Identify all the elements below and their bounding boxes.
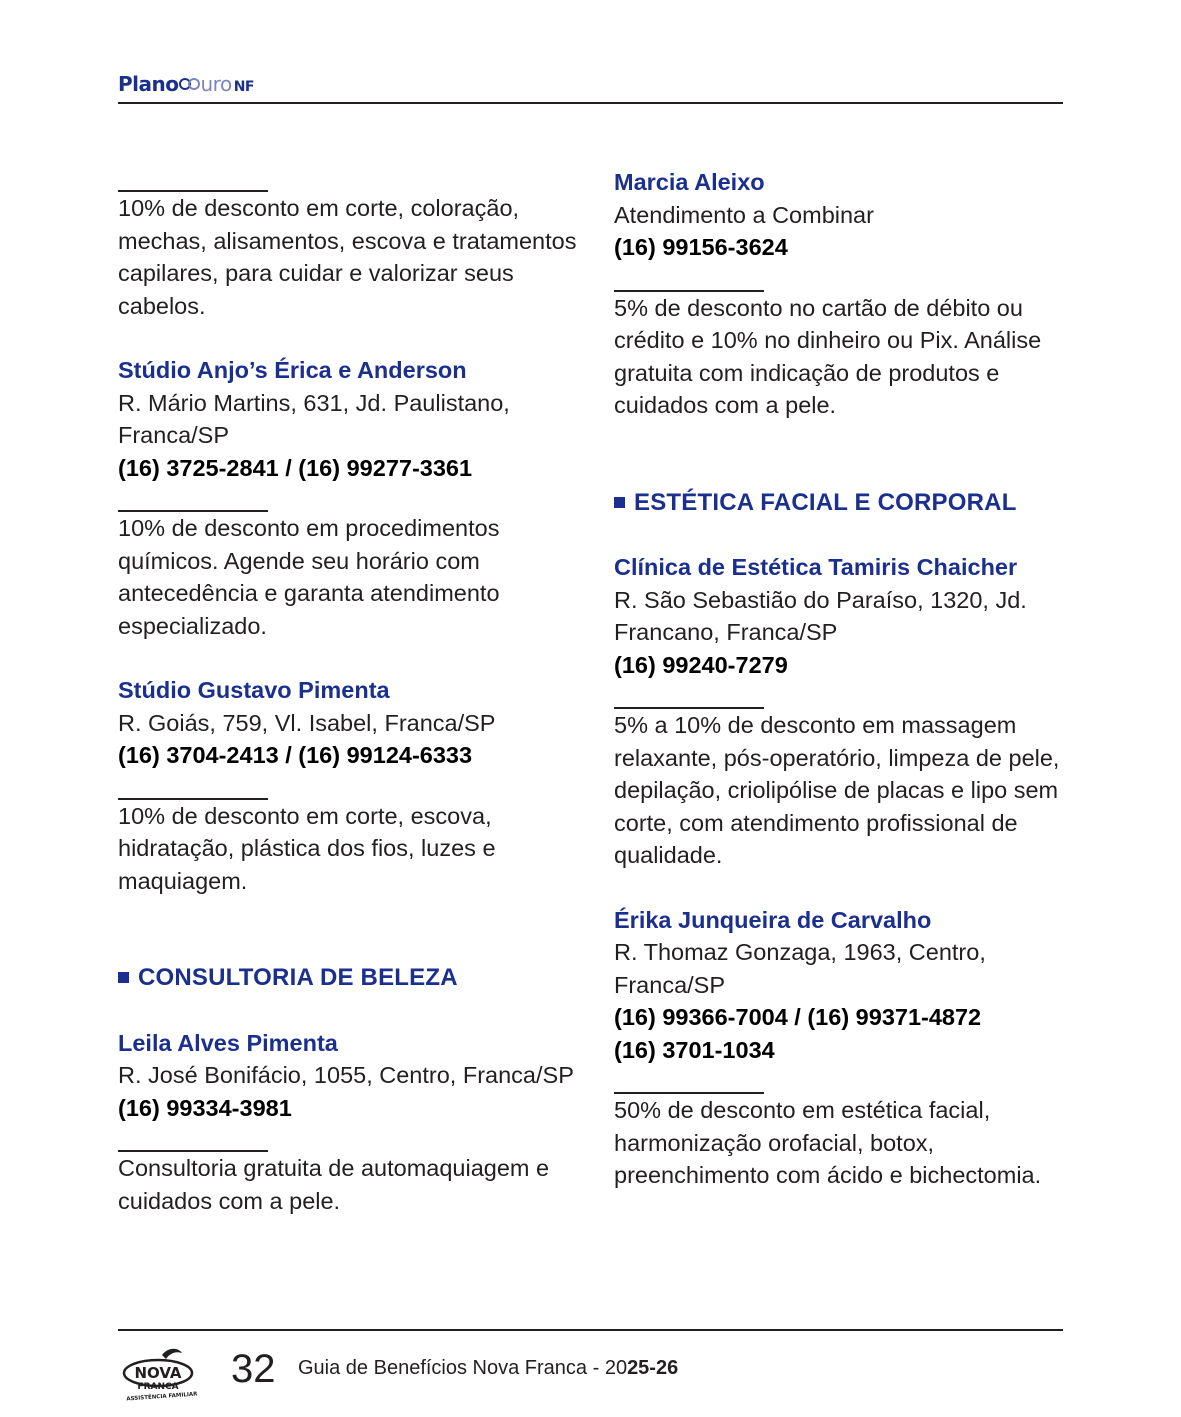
- square-bullet-icon: [118, 972, 129, 983]
- listing-entry: [614, 904, 1074, 1192]
- business-phone-secondary: (16) 3701-1034: [614, 1036, 775, 1063]
- business-address: R. Mário Martins, 631, Jd. Paulistano, Franca/SP: [118, 389, 510, 448]
- section-heading-consultoria: CONSULTORIA DE BELEZA: [118, 962, 578, 995]
- listing-entry: [118, 354, 578, 642]
- business-phone: (16) 3704-2413 / (16) 99124-6333: [118, 742, 473, 768]
- nova-franca-logo: [118, 1343, 208, 1403]
- plano-ouro-nf-logo: [118, 72, 254, 96]
- guide-title: Guia de Benefícios Nova Franca - 2025-26: [298, 1357, 679, 1379]
- logo-ouro-text: uro: [200, 72, 232, 96]
- business-name: Clínica de Estética Tamiris Chaicher: [614, 554, 1018, 580]
- listing-entry: [614, 551, 1074, 872]
- header-divider: [118, 102, 1063, 104]
- business-address: R. José Bonifácio, 1055, Centro, Franca/SP: [118, 1062, 574, 1088]
- entry-description: 10% de desconto em corte, coloração, mechas, alisamentos, escova e tratamentos capilares, para cuidar e valorizar seus cabelos.: [118, 195, 577, 319]
- page-header: [118, 70, 1063, 104]
- business-name: Stúdio Gustavo Pimenta: [118, 677, 390, 703]
- logo-rings-icon: [179, 78, 201, 92]
- page-number: 32: [231, 1347, 276, 1391]
- entry-description: Consultoria gratuita de automaquiagem e cuidados com a pele.: [118, 1155, 550, 1214]
- entry-description: 10% de desconto em procedimentos químicos. Agende seu horário com antecedência e garanta atendimento especializado.: [118, 515, 500, 639]
- entry-description: 50% de desconto em estética facial, harmonização orofacial, botox, preenchimento com ácido e bichectomia.: [614, 1097, 1042, 1188]
- logo-plano-text: Plano: [118, 72, 179, 96]
- business-name: Marcia Aleixo: [614, 169, 765, 195]
- business-address: Atendimento a Combinar: [614, 201, 874, 228]
- business-address: R. São Sebastião do Paraíso, 1320, Jd. Francano, Franca/SP: [614, 586, 1027, 645]
- business-phone: (16) 3725-2841 / (16) 99277-3361: [118, 454, 473, 481]
- svg-text:NOVA: NOVA: [134, 1364, 182, 1382]
- business-phone: (16) 99366-7004 / (16) 99371-4872: [614, 1004, 982, 1030]
- page-footer: [118, 1329, 1063, 1403]
- square-bullet-icon: [614, 497, 625, 508]
- entry-description: 5% de desconto no cartão de débito ou crédito e 10% no dinheiro ou Pix. Análise gratuita com indicação de produtos e cuidados com a pele.: [614, 294, 1042, 418]
- right-column: [614, 166, 1074, 1192]
- business-name: Stúdio Anjo’s Érica e Anderson: [118, 357, 467, 383]
- entry-description: 10% de desconto em corte, escova, hidratação, plástica dos fios, luzes e maquiagem.: [118, 802, 496, 894]
- business-address: R. Goiás, 759, Vl. Isabel, Franca/SP: [118, 709, 496, 736]
- business-phone: (16) 99334-3981: [118, 1094, 292, 1121]
- listing-entry: [118, 1027, 578, 1218]
- left-column: [118, 166, 578, 1217]
- svg-text:ASSISTÊNCIA FAMILIAR: ASSISTÊNCIA FAMILIAR: [126, 1391, 198, 1403]
- business-name: Érika Junqueira de Carvalho: [614, 906, 932, 933]
- footer-divider: [118, 1329, 1063, 1331]
- svg-text:FRANCA: FRANCA: [137, 1382, 179, 1392]
- listing-entry: [614, 166, 1074, 422]
- logo-nf-text: NF: [233, 79, 254, 95]
- business-name: Leila Alves Pimenta: [118, 1029, 338, 1056]
- entry-description: 5% a 10% de desconto em massagem relaxante, pós-operatório, limpeza de pele, depilação, criolipólise de placas e lipo sem corte, com atendimento profissional de qualidade.: [614, 712, 1060, 868]
- listing-entry: [118, 674, 578, 897]
- business-phone: (16) 99156-3624: [614, 234, 788, 260]
- business-phone: (16) 99240-7279: [614, 651, 788, 678]
- business-address: R. Thomaz Gonzaga, 1963, Centro, Franca/SP: [614, 939, 986, 998]
- section-heading-estetica: ESTÉTICA FACIAL E CORPORAL: [614, 487, 1074, 520]
